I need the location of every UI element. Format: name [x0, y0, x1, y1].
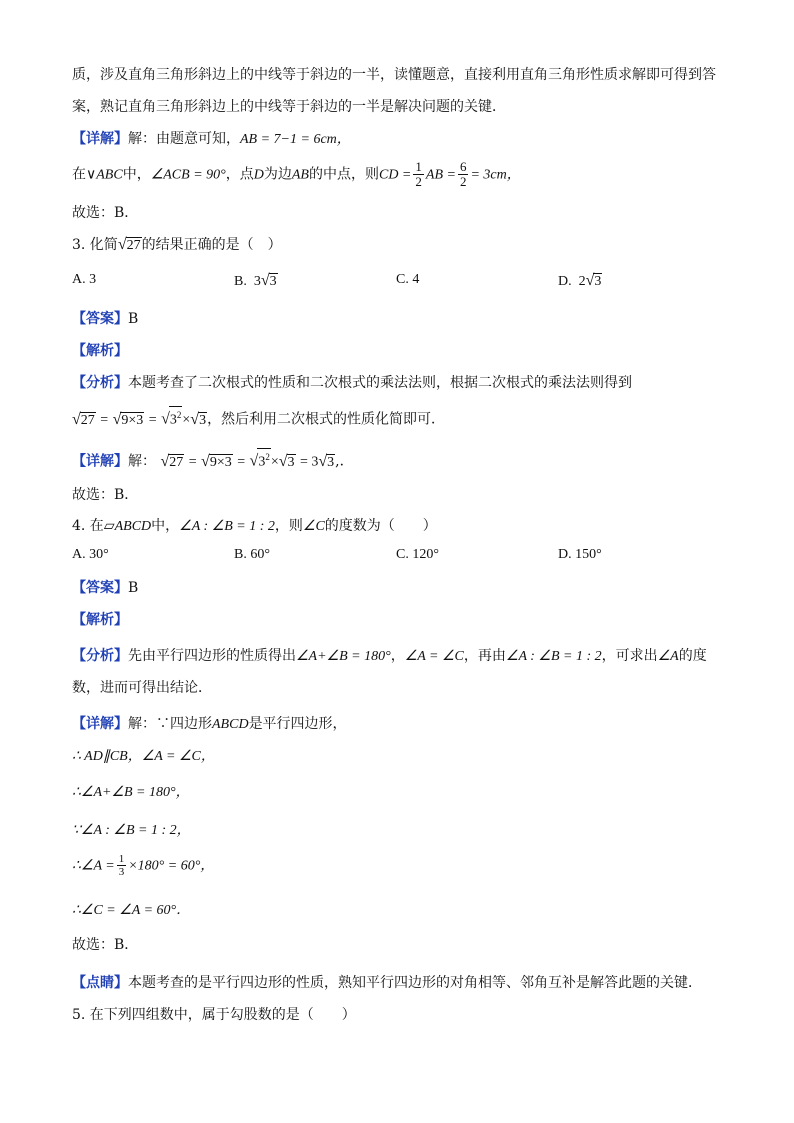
fraction: $\frac{1}{3}$: [118, 853, 125, 878]
answer-line: 【答案】B: [72, 580, 139, 596]
step-line: ∵∠A : ∠B = 1 : 2，: [72, 823, 191, 838]
detail-line: 【详解】解：由题意可知，AB = 7−1 = 6cm，: [72, 131, 351, 147]
question-stem: 4. 在▱ABCD中，∠A : ∠B = 1 : 2，则∠C的度数为（ ）: [72, 518, 437, 534]
option-b: B. 3√3: [234, 272, 277, 289]
detail-line: 【详解】解：∵四边形ABCD是平行四边形，: [72, 716, 347, 732]
option-b: B. 60°: [234, 547, 270, 562]
analysis-tag: 【解析】: [72, 343, 128, 359]
option-c: C. 4: [396, 272, 420, 287]
detail-line: 【详解】解： $√27 = √9\times 3 = √3^2\times√3 = 3√3$,．: [72, 448, 722, 474]
analysis-line: 【分析】先由平行四边形的性质得出∠A+∠B = 180°，∠A = ∠C，再由∠A : ∠B = 1 : 2，可求出∠A的度: [72, 648, 707, 664]
question-stem: 5. 在下列四组数中，属于勾股数的是（ ）: [72, 1007, 356, 1023]
remark-line: 【点睛】本题考查的是平行四边形的性质，熟知平行四边形的对角相等、邻角互补是解答此题的关键．: [72, 975, 702, 991]
text-line: 质，涉及直角三角形斜边上的中线等于斜边的一半，读懂题意，直接利用直角三角形性质求解即可得到答: [72, 67, 716, 83]
text-line: 案，熟记直角三角形斜边上的中线等于斜边的一半是解决问题的关键．: [72, 99, 506, 115]
option-c: C. 120°: [396, 547, 439, 562]
text-line: 故选：B．: [72, 487, 139, 503]
step-line: ∴∠C = ∠A = 60°．: [72, 903, 191, 918]
answer-line: 【答案】B: [72, 311, 139, 327]
step-line: ∴∠A+∠B = 180°，: [72, 785, 190, 800]
analysis-line: 【分析】本题考查了二次根式的性质和二次根式的乘法法则，根据二次根式的乘法法则得到: [72, 375, 632, 391]
option-a: A. 30°: [72, 547, 109, 562]
text-line: 数，进而可得出结论．: [72, 680, 212, 696]
fraction: $\frac{6}{2}$: [459, 159, 467, 189]
sqrt-expression: √27: [117, 236, 141, 253]
step-line: ∴∠A = $\frac{1}{3}$ ×180° = 60°，: [72, 853, 215, 878]
text-line: 在∨ABC中，∠ACB = 90°，点D为边AB的中点，则CD = $\frac{1}{2}$ AB = $\frac{6}{2}$ = 3cm，: [72, 159, 521, 189]
question-stem: 3. 化简√27的结果正确的是（ ）: [72, 234, 722, 257]
option-d: D. 2√3: [558, 272, 602, 289]
equation-line: $√27 = √9\times 3 = √3^2\times√3$，然后利用二次根式的性质化简即可．: [72, 406, 722, 432]
option-a: A. 3: [72, 272, 97, 287]
text-line: 故选：B．: [72, 937, 139, 953]
step-line: ∴ AD∥CB，∠A = ∠C，: [72, 749, 215, 764]
option-d: D. 150°: [558, 547, 602, 562]
text-line: 故选：B．: [72, 205, 139, 221]
fraction: $\frac{1}{2}$: [415, 159, 422, 189]
analysis-tag: 【解析】: [72, 612, 128, 628]
